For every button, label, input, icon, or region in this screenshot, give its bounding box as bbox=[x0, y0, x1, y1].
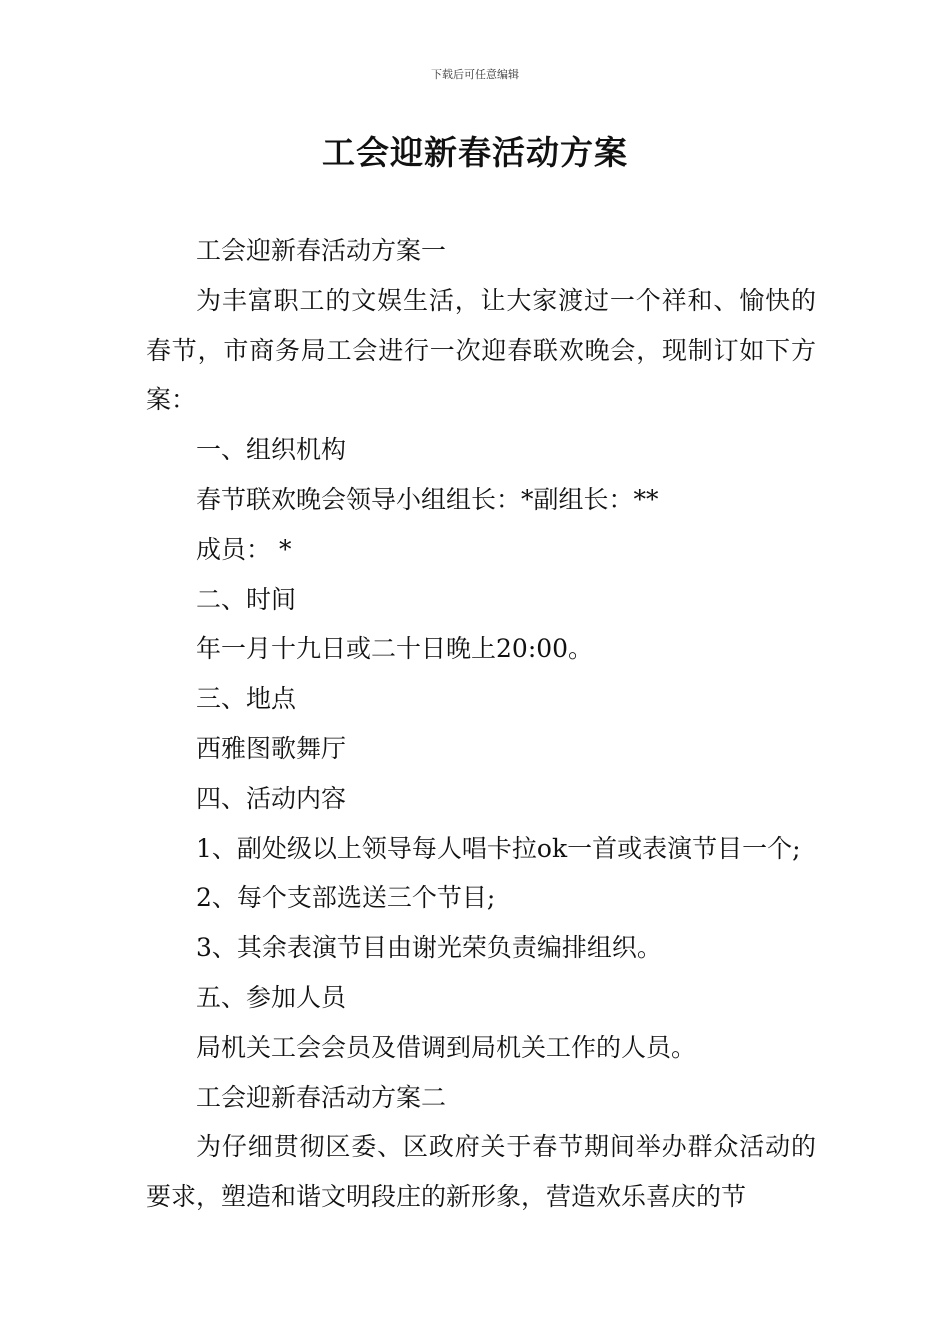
paragraph-content-item-2: 2、每个支部选送三个节目; bbox=[196, 883, 496, 913]
paragraph-content-item-3: 3、其余表演节目由谢光荣负责编排组织。 bbox=[196, 933, 662, 963]
paragraph-content-item-1: 1、副处级以上领导每人唱卡拉ok一首或表演节目一个; bbox=[196, 833, 801, 863]
header-note: 下载后可任意编辑 bbox=[431, 68, 519, 81]
paragraph-plan-two-intro: 为仔细贯彻区委、区政府关于春节期间举办群众活动的要求，塑造和谐文明段庄的新形象，营造欢乐喜庆的节 bbox=[146, 1132, 816, 1212]
paragraph-location-heading: 三、地点 bbox=[196, 684, 297, 714]
paragraph-leaders: 春节联欢晚会领导小组组长：*副组长：** bbox=[196, 484, 659, 514]
paragraph-participants: 局机关工会会员及借调到局机关工作的人员。 bbox=[196, 1032, 697, 1062]
paragraph-participants-heading: 五、参加人员 bbox=[196, 982, 347, 1012]
paragraph-organization-heading: 一、组织机构 bbox=[196, 435, 347, 465]
paragraph-members: 成员： * bbox=[196, 534, 292, 564]
paragraph-intro: 为丰富职工的文娱生活，让大家渡过一个祥和、愉快的春节，市商务局工会进行一次迎春联欢晚会，现制订如下方案： bbox=[146, 285, 816, 415]
paragraph-section-heading-1: 工会迎新春活动方案一 bbox=[196, 236, 447, 265]
paragraph-section-heading-2: 工会迎新春活动方案二 bbox=[196, 1082, 447, 1112]
paragraph-time: 年一月十九日或二十日晚上20:00。 bbox=[196, 634, 594, 664]
document-body bbox=[146, 226, 816, 1222]
paragraph-location: 西雅图歌舞厅 bbox=[196, 733, 347, 763]
document-title: 工会迎新春活动方案 bbox=[322, 133, 628, 172]
paragraph-time-heading: 二、时间 bbox=[196, 584, 297, 614]
paragraph-content-heading: 四、活动内容 bbox=[196, 783, 347, 813]
